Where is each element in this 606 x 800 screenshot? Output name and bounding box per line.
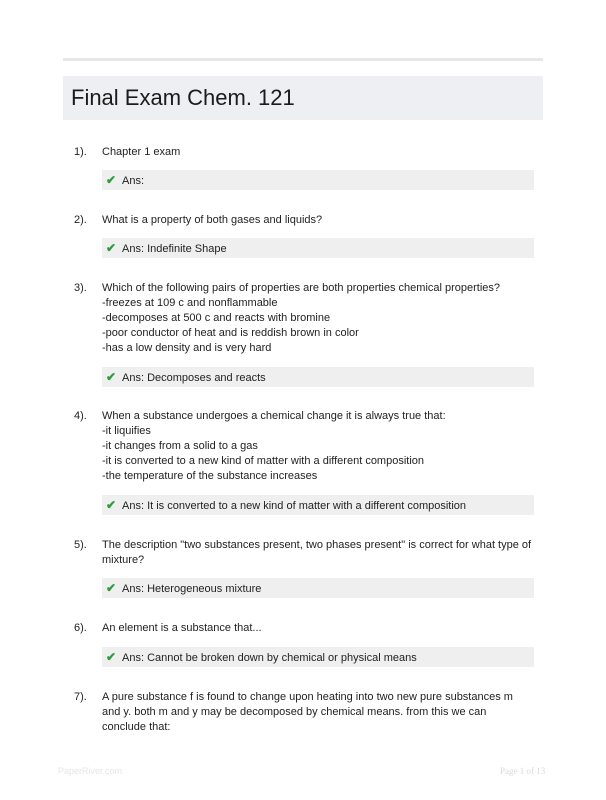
question-number: 1). <box>74 146 87 158</box>
check-icon: ✔ <box>106 173 117 187</box>
question-number: 4). <box>74 410 87 422</box>
question-text: Which of the following pairs of properties are both properties chemical properties? -freezes at 109 c and nonflammable -decomposes at 500 c and reacts with bromine -poor conductor of heat and is reddish brown in color -has a low density and is very hard <box>102 282 501 354</box>
question-number: 5). <box>74 539 87 551</box>
answer-box <box>102 170 534 190</box>
check-icon: ✔ <box>106 498 117 512</box>
question-text: Chapter 1 exam <box>102 146 181 158</box>
top-divider <box>63 58 543 61</box>
answer-box <box>102 647 534 667</box>
page-indicator: Page 1 of 13 <box>500 766 546 776</box>
check-icon: ✔ <box>106 650 117 664</box>
question-text: What is a property of both gases and liquids? <box>102 214 323 226</box>
answer-box <box>102 238 534 258</box>
question-text: When a substance undergoes a chemical change it is always true that: -it liquifies -it changes from a solid to a gas -it is converted to a new kind of matter with a different composition -the temperature of the substance increases <box>102 410 446 482</box>
check-icon: ✔ <box>106 370 117 384</box>
answer-text: Ans: Decomposes and reacts <box>122 372 266 384</box>
check-icon: ✔ <box>106 241 117 255</box>
question-number: 2). <box>74 214 87 226</box>
question-number: 7). <box>74 691 87 703</box>
answer-box <box>102 367 534 387</box>
question-number: 3). <box>74 282 87 294</box>
footer-watermark: PaperRiver.com <box>58 766 123 776</box>
check-icon: ✔ <box>106 581 117 595</box>
title-banner <box>63 76 543 120</box>
answer-text: Ans: <box>122 175 145 187</box>
answer-box <box>102 578 534 598</box>
answer-box <box>102 495 534 515</box>
answer-text: Ans: Indefinite Shape <box>122 243 227 255</box>
question-text: A pure substance f is found to change upon heating into two new pure substances m and y. both m and y may be decomposed by chemical means. from this we can conclude that: <box>102 691 516 733</box>
question-number: 6). <box>74 622 87 634</box>
answer-text: Ans: Cannot be broken down by chemical or physical means <box>122 652 417 664</box>
question-text: An element is a substance that... <box>102 622 262 634</box>
answer-text: Ans: Heterogeneous mixture <box>122 583 262 595</box>
question-text: The description "two substances present, two phases present" is correct for what type of mixture? <box>102 539 535 566</box>
page-title: Final Exam Chem. 121 <box>71 85 295 110</box>
answer-text: Ans: It is converted to a new kind of matter with a different composition <box>122 500 467 512</box>
